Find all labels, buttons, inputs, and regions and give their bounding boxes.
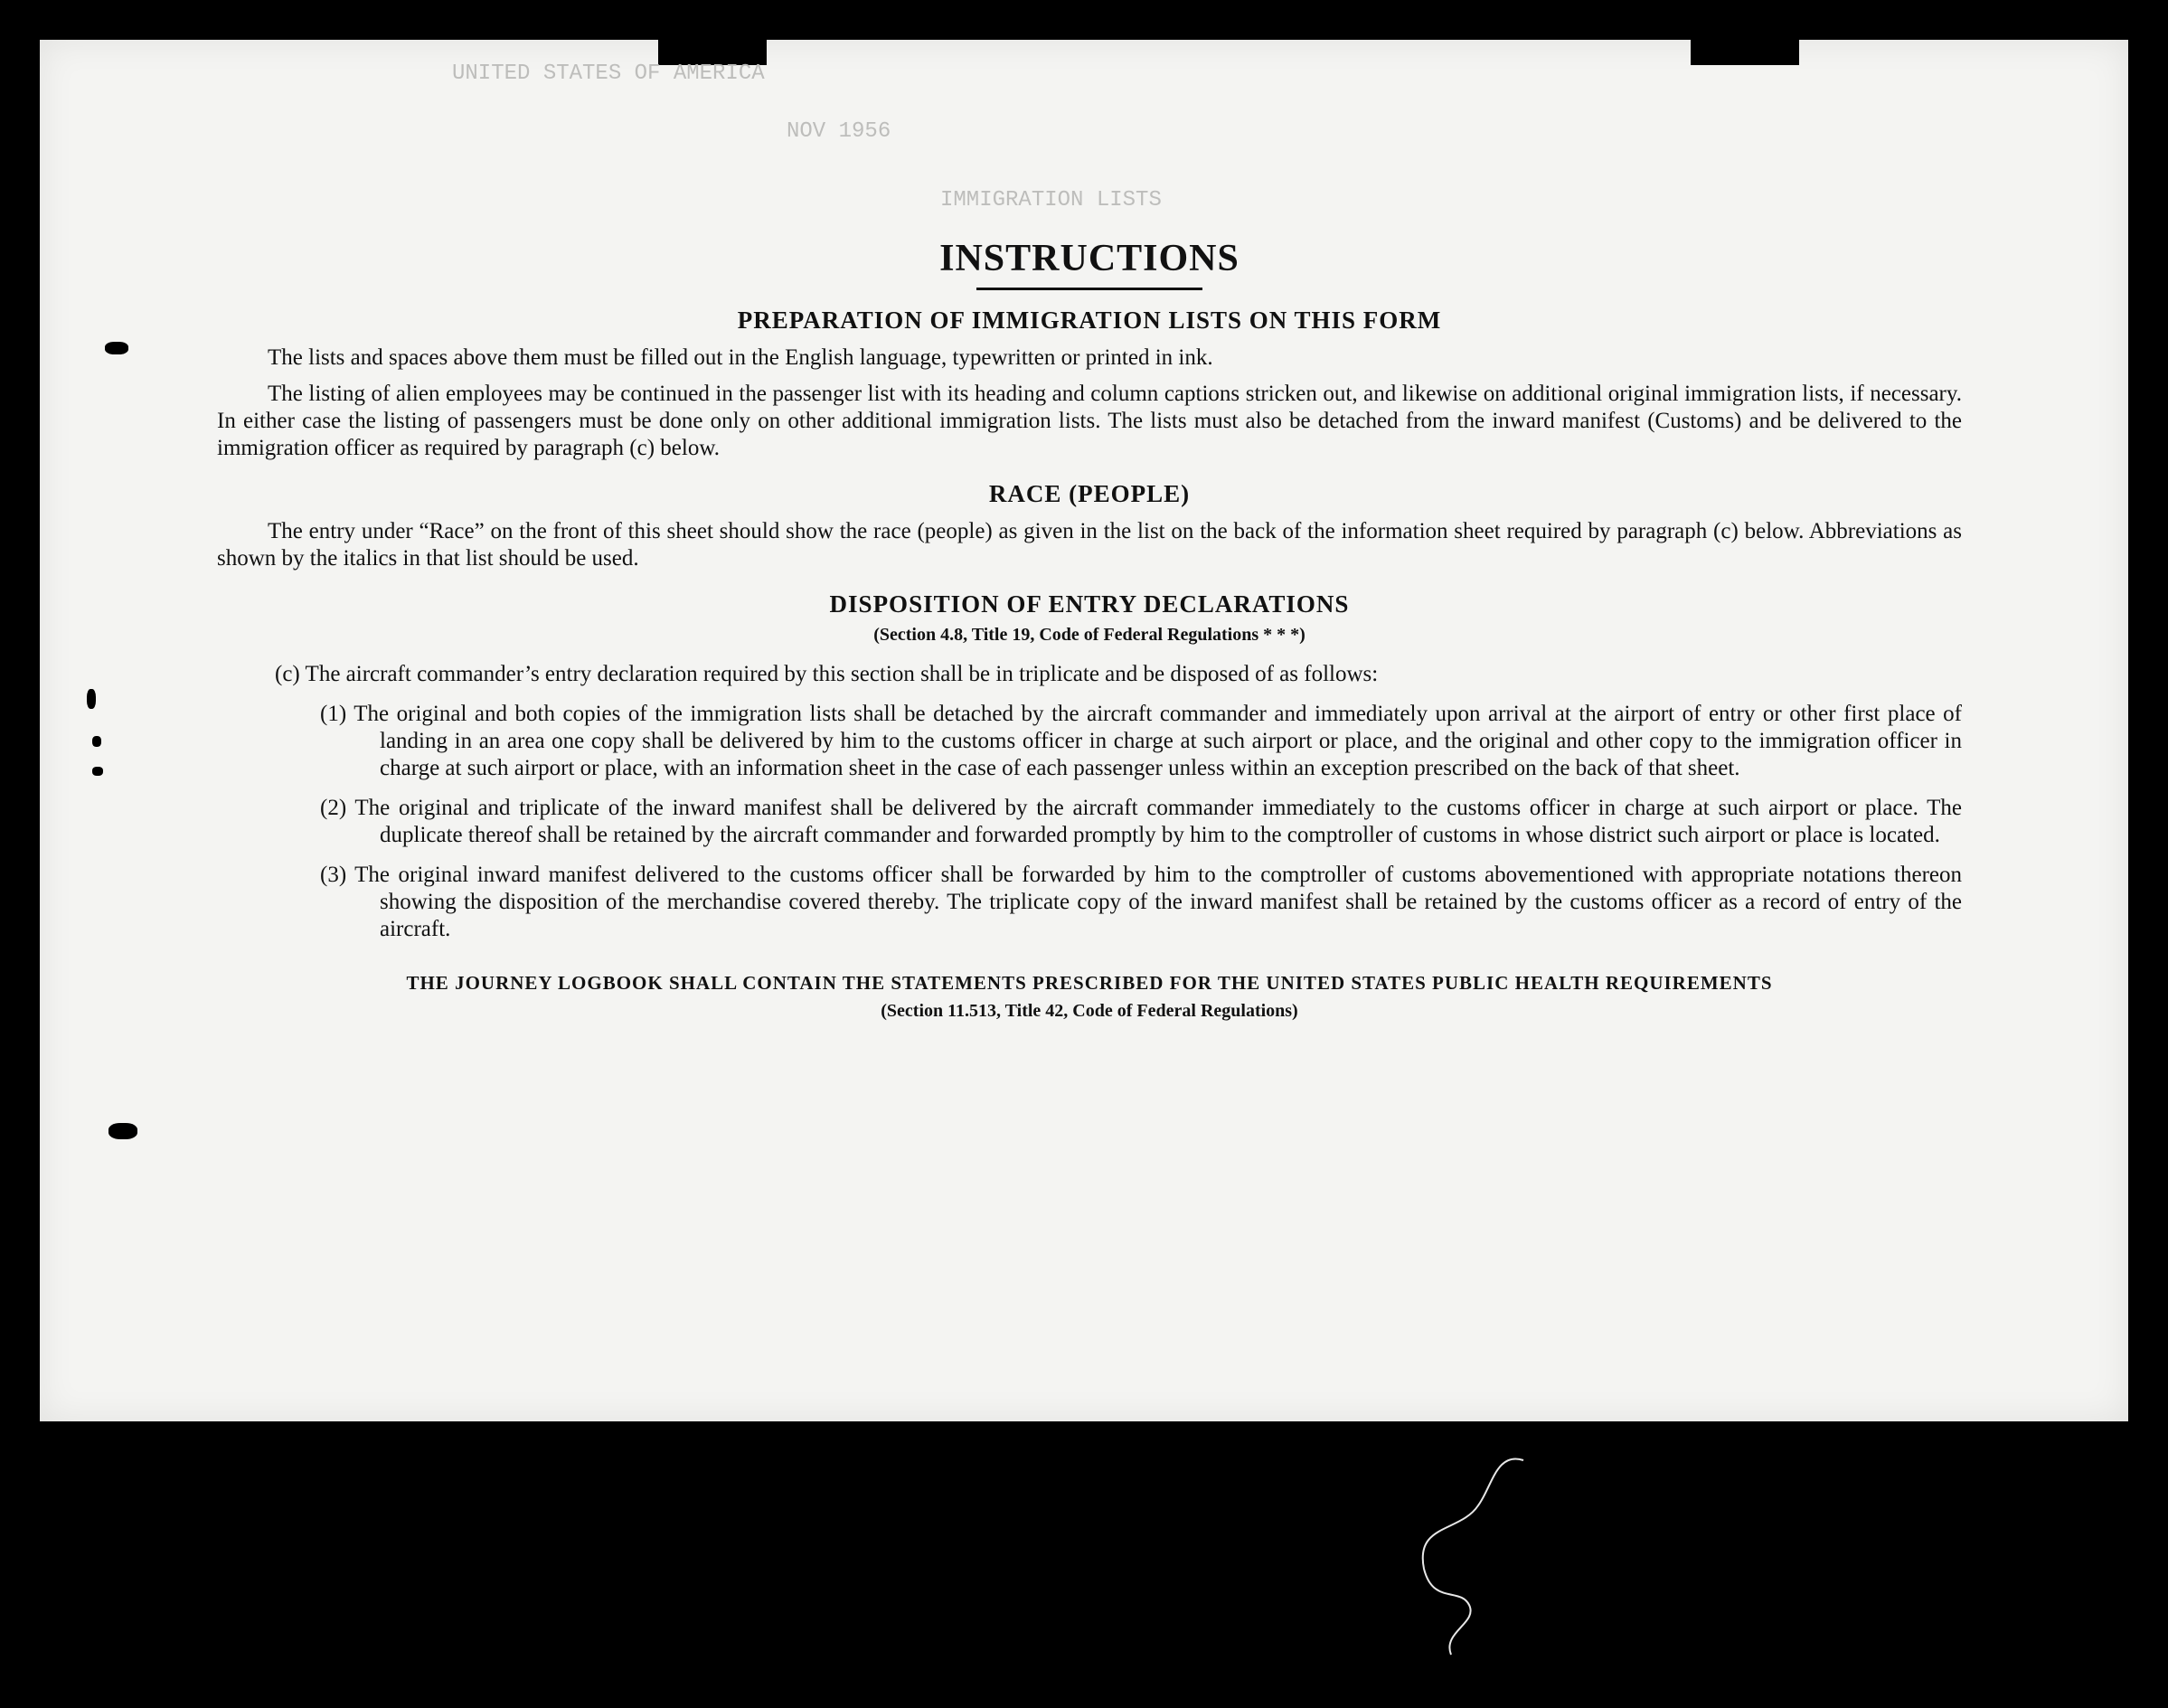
bleed-through-text: UNITED STATES OF AMERICA [452, 61, 765, 86]
hole-punch-mark [108, 1123, 137, 1139]
hole-punch-mark [92, 767, 103, 776]
disposition-citation: (Section 4.8, Title 19, Code of Federal Regulations * * *) [873, 625, 1306, 645]
hole-punch-mark [87, 689, 96, 709]
race-paragraph: The entry under “Race” on the front of this sheet should show the race (people) as given in the list on the back of the information sheet required by paragraph (c) below. Abbreviations as shown by the italics in that list should be used. [217, 519, 1962, 571]
title-underline [976, 288, 1202, 290]
preparation-paragraph-2: The listing of alien employees may be continued in the passenger list with its heading and column captions stricken out, and likewise on additional original immigration lists, if necessary. In either case the listing of passengers must be done only on other additional immigration lists. The lists must also be detached from the inward manifest (Customs) and be delivered to the immigration officer as required by paragraph (c) below. [217, 382, 1962, 460]
disposition-heading: DISPOSITION OF ENTRY DECLARATIONS [829, 590, 1350, 618]
disposition-item-3: (3) The original inward manifest delivered to the customs officer shall be forwarded by him to the comptroller of customs abovementioned with appropriate notations thereon showing the disposition of the merchandise covered thereby. The triplicate copy of the inward manifest shall be retained by the customs officer as a record of entry of the aircraft. [320, 863, 1962, 941]
preparation-paragraph-1: The lists and spaces above them must be filled out in the English language, typewritten or printed in ink. [268, 345, 1213, 370]
logbook-requirement: THE JOURNEY LOGBOOK SHALL CONTAIN THE STATEMENTS PRESCRIBED FOR THE UNITED STATES PUBLIC HEALTH REQUIREMENTS [406, 972, 1773, 994]
hole-punch-mark [92, 736, 101, 747]
disposition-intro: (c) The aircraft commander’s entry declaration required by this section shall be in triplicate and be disposed of as follows: [275, 662, 1379, 686]
disposition-item-2: (2) The original and triplicate of the inward manifest shall be delivered by the aircraft commander immediately to the customs officer in charge at such airport or place. The duplicate thereof shall be retained by the aircraft commander and forwarded promptly by him to the comptroller of customs in whose district such airport or place is located. [320, 796, 1962, 847]
bleed-through-text: IMMIGRATION LISTS [940, 188, 1162, 212]
binding-tab [1691, 40, 1799, 65]
page-title: INSTRUCTIONS [939, 238, 1240, 279]
hole-punch-mark [105, 342, 128, 354]
instructions-content [217, 235, 1962, 1037]
logbook-citation: (Section 11.513, Title 42, Code of Federal Regulations) [881, 1001, 1298, 1021]
disposition-item-1: (1) The original and both copies of the immigration lists shall be detached by the aircraft commander and immediately upon arrival at the airport of entry or other first place of landing in an area one copy shall be delivered by him to the customs officer in charge at such airport or place, and the original and other copy to the immigration officer in charge at such airport or place, with an information sheet in the case of each passenger unless within an exception prescribed on the back of that sheet. [320, 702, 1962, 780]
pencil-scrawl [1406, 1451, 1569, 1668]
preparation-heading: PREPARATION OF IMMIGRATION LISTS ON THIS FORM [737, 307, 1442, 334]
race-heading: RACE (PEOPLE) [988, 480, 1191, 507]
bleed-through-text: NOV 1956 [787, 119, 891, 144]
